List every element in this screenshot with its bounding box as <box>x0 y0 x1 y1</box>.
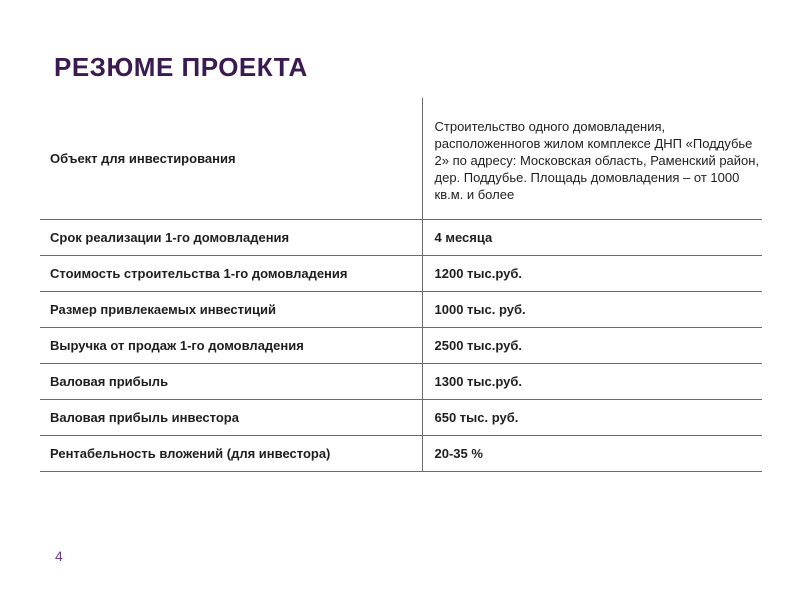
table-row <box>40 256 762 292</box>
row-value: 20-35 % <box>422 436 762 472</box>
row-value: 1000 тыс. руб. <box>422 292 762 328</box>
table-row <box>40 220 762 256</box>
summary-table <box>40 98 762 472</box>
row-value: 2500 тыс.руб. <box>422 328 762 364</box>
table-row <box>40 292 762 328</box>
table-row <box>40 364 762 400</box>
row-label: Валовая прибыль <box>40 364 422 400</box>
row-value: 650 тыс. руб. <box>422 400 762 436</box>
row-label: Срок реализации 1-го домовладения <box>40 220 422 256</box>
row-label: Рентабельность вложений (для инвестора) <box>40 436 422 472</box>
table-row <box>40 98 762 220</box>
row-value: 1300 тыс.руб. <box>422 364 762 400</box>
table-row <box>40 328 762 364</box>
row-label: Стоимость строительства 1-го домовладения <box>40 256 422 292</box>
table-row <box>40 400 762 436</box>
slide-title: РЕЗЮМЕ ПРОЕКТА <box>54 52 308 82</box>
row-label: Выручка от продаж 1-го домовладения <box>40 328 422 364</box>
row-label: Объект для инвестирования <box>40 98 422 220</box>
row-label: Размер привлекаемых инвестиций <box>40 292 422 328</box>
page-number: 4 <box>55 548 63 564</box>
row-label: Валовая прибыль инвестора <box>40 400 422 436</box>
row-value: Строительство одного домовладения, расположенногов жилом комплексе ДНП «Поддубье 2» по адресу: Московская область, Раменский район, дер. Поддубье. Площадь домовладения – от 1000 кв.м. и более <box>434 119 760 202</box>
row-value: 4 месяца <box>422 220 762 256</box>
row-value: 1200 тыс.руб. <box>422 256 762 292</box>
table-row <box>40 436 762 472</box>
summary-table-container <box>40 98 762 472</box>
